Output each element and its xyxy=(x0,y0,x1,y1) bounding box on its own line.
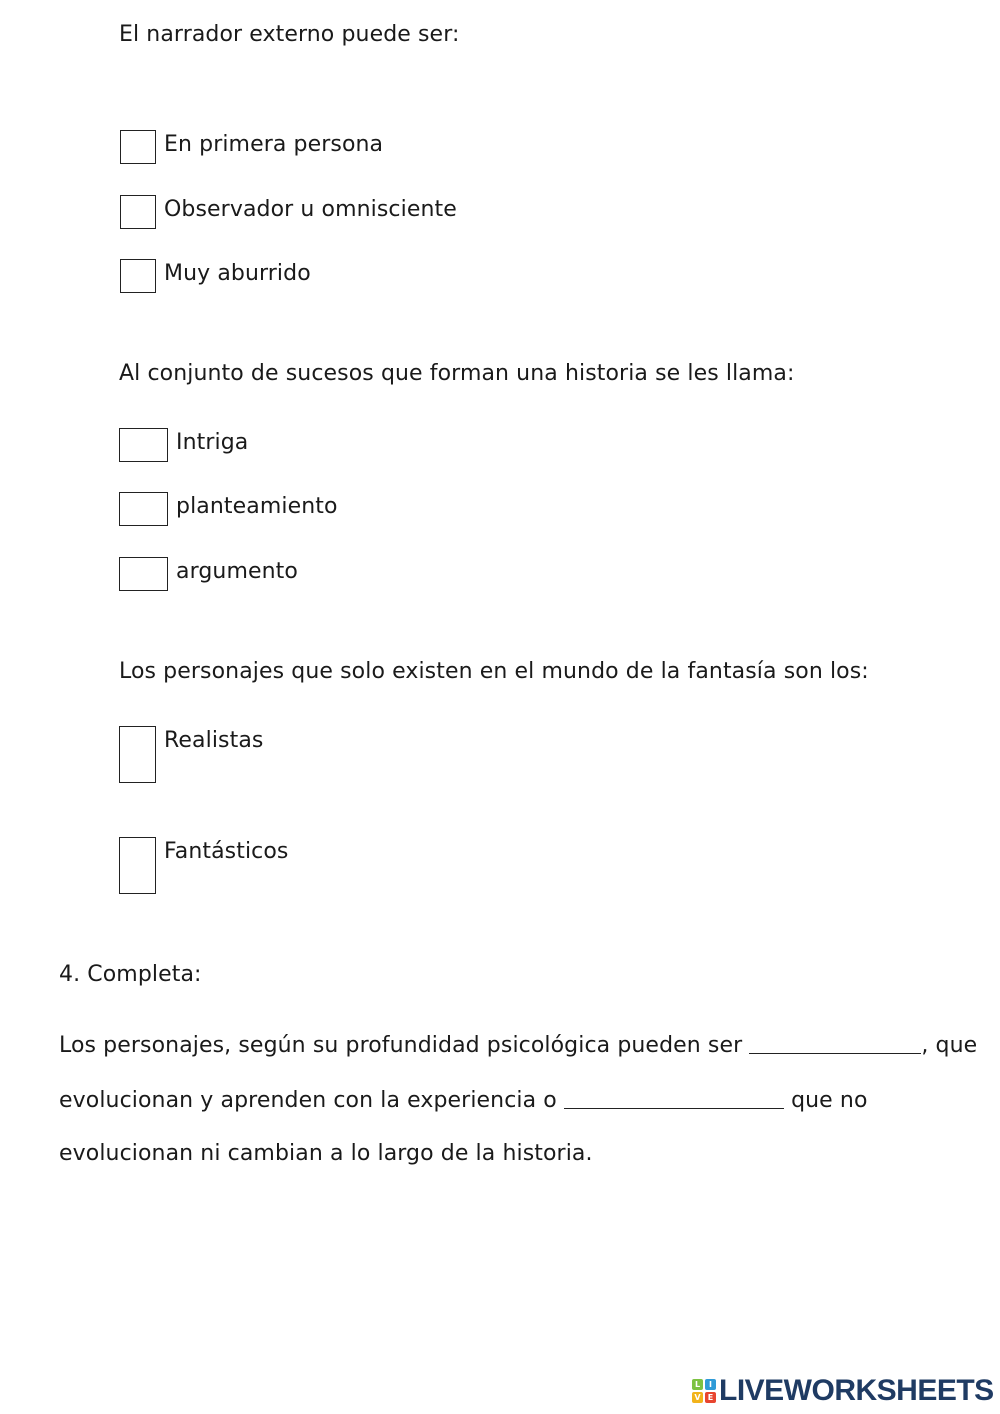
narrador-option-2-label: Observador u omnisciente xyxy=(164,197,457,222)
sucesos-option-2-label: planteamiento xyxy=(176,494,338,519)
logo-mark-letter-v: V xyxy=(692,1392,703,1403)
completa-line-2 xyxy=(59,1086,868,1114)
blank-field-2[interactable] xyxy=(564,1088,784,1109)
logo-mark-letter-l: L xyxy=(692,1379,703,1390)
completa-line-1-end: , que xyxy=(921,1033,978,1058)
personajes-option-2-label: Fantásticos xyxy=(164,839,289,864)
completa-line-2-start: evolucionan y aprenden con la experiencia o xyxy=(59,1088,557,1113)
liveworksheets-logo xyxy=(692,1374,994,1408)
checkbox-sucesos-option-1[interactable] xyxy=(119,428,168,462)
logo-mark-letter-e: E xyxy=(705,1392,716,1403)
sucesos-option-3-label: argumento xyxy=(176,559,298,584)
liveworksheets-logo-mark-icon xyxy=(692,1379,716,1403)
checkbox-personajes-option-2[interactable] xyxy=(119,837,156,894)
completa-line-1-start: Los personajes, según su profundidad psicológica pueden ser xyxy=(59,1033,743,1058)
completa-line-1 xyxy=(59,1031,977,1059)
completa-line-3: evolucionan ni cambian a lo largo de la historia. xyxy=(59,1141,593,1166)
checkbox-personajes-option-1[interactable] xyxy=(119,726,156,783)
narrador-option-3-label: Muy aburrido xyxy=(164,261,311,286)
completa-line-2-end: que no xyxy=(791,1088,868,1113)
logo-mark-letter-i: I xyxy=(705,1379,716,1390)
question-sucesos-prompt: Al conjunto de sucesos que forman una historia se les llama: xyxy=(119,361,795,386)
checkbox-sucesos-option-2[interactable] xyxy=(119,492,168,526)
checkbox-narrador-option-3[interactable] xyxy=(120,259,156,293)
checkbox-sucesos-option-3[interactable] xyxy=(119,557,168,591)
liveworksheets-logo-text: LIVEWORKSHEETS xyxy=(719,1374,994,1407)
checkbox-narrador-option-2[interactable] xyxy=(120,195,156,229)
question-narrador-prompt: El narrador externo puede ser: xyxy=(119,22,460,47)
section-4-heading: 4. Completa: xyxy=(59,962,202,987)
blank-field-1[interactable] xyxy=(749,1033,921,1054)
narrador-option-1-label: En primera persona xyxy=(164,132,384,157)
sucesos-option-1-label: Intriga xyxy=(176,430,249,455)
personajes-option-1-label: Realistas xyxy=(164,728,264,753)
checkbox-narrador-option-1[interactable] xyxy=(120,130,156,164)
question-personajes-prompt: Los personajes que solo existen en el mundo de la fantasía son los: xyxy=(119,659,869,684)
